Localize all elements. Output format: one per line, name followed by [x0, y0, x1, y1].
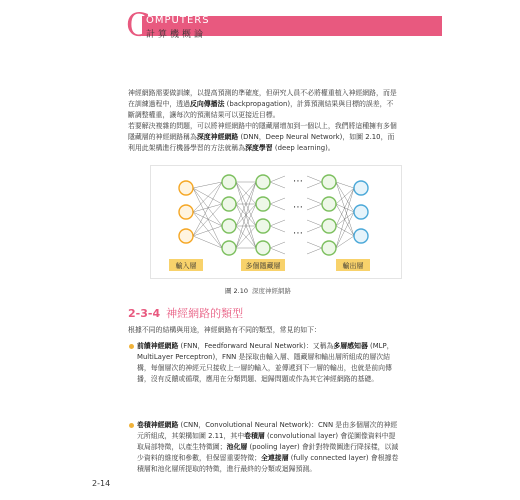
connection-line — [307, 226, 322, 232]
bullet1-bold-1: 前饋神經網路 — [137, 342, 179, 350]
hidden-node — [256, 241, 270, 255]
bullet2-text-2: (convolutional layer) 會從圖像資料中提取局部特徵，以產生特徵圖； — [137, 432, 396, 451]
output-layer-label: 輸出層 — [342, 262, 364, 270]
connection-line — [270, 226, 285, 232]
bullet1-text-1: (FNN，Feedforward Neural Network)：又稱為 — [178, 342, 334, 350]
bullet2-bold-2: 卷積層 — [244, 432, 265, 440]
p2-text-1: 若要解決複雜的問題，可以將神經網路中的隱藏層增加到一個以上，我們將這種擁有多個隱藏層的神經網路稱為 — [128, 122, 397, 141]
bullet2-text-4: (fully connected layer) 會根據卷積層和池化層所提取的特徵，進行最終的分類或迴歸預測。 — [137, 454, 399, 473]
bullet1-text-2: (MLP，MultiLayer Perceptron)，FNN 是採取由輸入層、隱藏層和輸出層所組成的層次結構，每個層次的神經元只接收上一層的輸入，並傳遞到下一層的輸出，也就是前向傳播，沒有反饋或循環，應用在分類問題、迴歸問題或作為其它神經網路的基礎。 — [137, 342, 394, 383]
bullet1-bold-2: 多層感知器 — [333, 342, 368, 350]
bullet-dot-icon — [129, 344, 134, 349]
input-node — [179, 205, 193, 219]
hidden-node — [222, 219, 236, 233]
connection-line — [193, 204, 222, 212]
connection-line — [193, 212, 222, 248]
connection-line — [270, 204, 285, 210]
p2-bold-term-1: 深度神經網路 — [196, 133, 239, 141]
connection-line — [336, 182, 354, 188]
section-title — [128, 305, 243, 321]
intro-text: 根據不同的結構與用途，神經網路有不同的類型，常見的如下： — [128, 326, 321, 334]
hidden-node — [222, 197, 236, 211]
ellipsis-top: ⋯ — [293, 176, 303, 187]
connection-line — [307, 182, 322, 188]
connection-line — [270, 182, 285, 188]
bullet-dot-icon — [129, 423, 134, 428]
hidden-node — [222, 241, 236, 255]
connection-line — [270, 220, 285, 226]
figure-caption — [128, 286, 388, 295]
connection-line — [270, 242, 285, 248]
bullet2-text-1: (CNN，Convolutional Neural Network)：CNN 是由多個層次的神經元所組成，其架構如圖 2.11，其中 — [137, 421, 398, 440]
paragraph-1 — [128, 88, 400, 121]
input-layer-label: 輸入層 — [175, 262, 197, 270]
hidden-node — [322, 175, 336, 189]
output-node — [354, 181, 368, 195]
logo-bottom-text: 計算機概論 — [146, 30, 207, 40]
input-node — [179, 181, 193, 195]
hidden-node — [322, 219, 336, 233]
page-number: 2-14 — [92, 479, 111, 488]
p2-text-3: (deep learning)。 — [272, 144, 335, 152]
neural-network-diagram — [151, 166, 401, 278]
p1-text-2: (backpropagation)，計算預測結果與目標的誤差，不斷調整權重，讓每次的預測結果可以更接近目標。 — [128, 100, 394, 119]
connection-line — [307, 204, 322, 210]
p1-bold-term: 反向傳播法 — [190, 100, 225, 108]
bullet2-bold-1: 卷積神經網路 — [137, 421, 179, 429]
ellipsis-mid: ⋯ — [293, 202, 303, 213]
hidden-node — [322, 197, 336, 211]
logo-top-text: OMPUTERS — [146, 15, 210, 26]
connection-line — [307, 248, 322, 254]
bullet2-bold-3: 池化層 — [226, 443, 248, 451]
figure-number: 圖 2.10 — [224, 287, 249, 295]
section-number: 2-3-4 — [128, 307, 161, 320]
hidden-node — [256, 197, 270, 211]
input-node — [179, 229, 193, 243]
bullet-item-cnn — [137, 420, 401, 475]
figure-caption-text: 深度神經網路 — [252, 287, 292, 295]
hidden-node — [222, 175, 236, 189]
output-node — [354, 205, 368, 219]
bullet2-bold-4: 全連接層 — [261, 454, 289, 462]
connection-line — [307, 220, 322, 226]
hidden-layers-label: 多個隱藏層 — [245, 262, 281, 270]
connection-line — [336, 236, 354, 248]
bullet2-text-3: (pooling layer) 會針對特徵圖進行降採樣，以減少資料的維度和參數，但保留重要特徵； — [137, 443, 399, 462]
hidden-node — [322, 241, 336, 255]
hidden-node — [256, 219, 270, 233]
bullet-item-fnn — [137, 341, 401, 385]
p2-bold-term-2: 深度學習 — [245, 144, 273, 152]
section-title-text: 神經網路的類型 — [166, 307, 244, 320]
output-node — [354, 229, 368, 243]
connection-line — [193, 212, 222, 226]
connection-line — [307, 242, 322, 248]
connection-line — [193, 182, 222, 188]
connection-line — [307, 176, 322, 182]
connection-line — [270, 248, 285, 254]
logo-letter: C — [126, 6, 151, 44]
connection-line — [270, 198, 285, 204]
connection-line — [193, 188, 222, 226]
nodes-group — [179, 175, 368, 255]
paragraph-2 — [128, 121, 400, 154]
connection-line — [336, 212, 354, 226]
figure-box — [150, 165, 402, 279]
connection-line — [307, 198, 322, 204]
hidden-node — [256, 175, 270, 189]
connection-line — [336, 204, 354, 212]
p1-text-1: 神經網路需要做訓練，以提高預測的準確度，但研究人員不必將權重植入神經網路，而是在訓練過程中，透過 — [128, 89, 397, 108]
connection-line — [270, 176, 285, 182]
p2-text-2: (DNN，Deep Neural Network)，如圖 2.10，而利用此架構進行機器學習的方法就稱為 — [128, 133, 395, 152]
ellipsis-bottom: ⋯ — [293, 228, 303, 239]
connection-line — [193, 236, 222, 248]
